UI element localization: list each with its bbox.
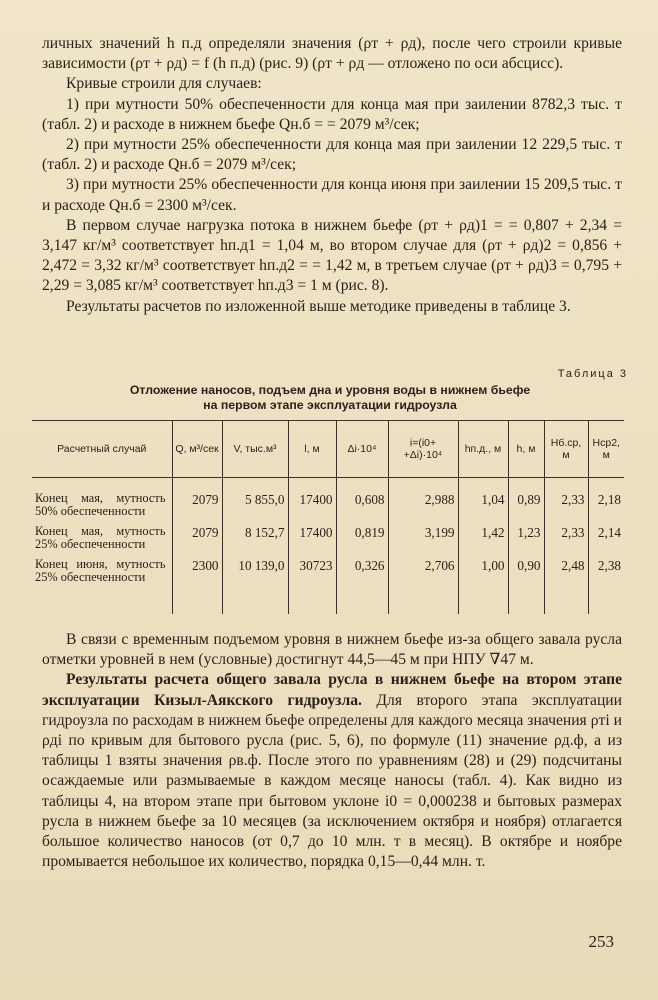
- table-cell: 5 855,0: [222, 490, 288, 523]
- table-header: Hср2, м: [588, 421, 624, 478]
- table-cell: Конец мая, мутность 50% обеспеченности: [35, 491, 166, 519]
- table-cell: 2,18: [588, 490, 624, 523]
- table-cell: 3,199: [388, 523, 458, 556]
- text-bottom: [42, 630, 622, 872]
- paragraph: В связи с временным подъемом уровня в нижнем бьефе из-за общего завала русла отметки уровней в нем (условные) достигнут 44,5—45 м при НПУ ∇47 м.: [42, 631, 622, 669]
- table-header: Расчетный случай: [32, 421, 172, 478]
- table-cell: 0,89: [508, 490, 544, 523]
- text-top: [42, 34, 622, 317]
- table-title-line: Отложение наносов, подъем дна и уровня воды в нижнем бьефе: [129, 383, 531, 397]
- table-row: [32, 556, 624, 614]
- data-table: [32, 420, 624, 614]
- paragraph: личных значений h п.д определяли значения (ρт + ρд), после чего строили кривые зависимости (ρт + ρд) = f (h п.д) (рис. 9) (ρт + ρд — отложено по оси абсцисс).: [42, 35, 622, 73]
- section-body: Для второго этапа эксплуатации гидроузла по расходам в нижнем бьефе определены для каждого месяца значения ρтi и ρдi по кривым для бытового русла (рис. 5, 6), по формуле (11) значение ρд.ф, а из таблицы 1 взяты значения ρв.ф. После этого по уравнениям (28) и (29) подсчитаны осаждаемые или размываемые в каждом месяце наносы (табл. 4). Как видно из таблицы 4, на втором этапе при бытовом уклоне i0 = 0,000238 и бытовых размерах русла в нижнем бьефе за 10 месяцев (за исключением октября и ноября) отлагается большое количество наносов (от 0,7 до 10 млн. т в месяц). В октябре и ноябре промывается небольшое их количество, порядка 0,15—0,44 млн. т.: [42, 691, 622, 871]
- table-cell: 10 139,0: [222, 556, 288, 614]
- table-label: Таблица 3: [557, 368, 628, 380]
- table-cell: 30723: [288, 556, 336, 614]
- table-row: [32, 523, 624, 556]
- table-header: l, м: [288, 421, 336, 478]
- paragraph: 1) при мутности 50% обеспеченности для конца мая при заилении 8782,3 тыс. т (табл. 2) и расходе в нижнем бьефе Qн.б = = 2079 м³/сек;: [42, 95, 622, 133]
- table-cell: 2,14: [588, 523, 624, 556]
- table-cell: 2300: [172, 556, 222, 614]
- table-header: V, тыс.м³: [222, 421, 288, 478]
- table-cell: 2,988: [388, 490, 458, 523]
- table-cell: 2,38: [588, 556, 624, 614]
- table-cell: 2079: [172, 523, 222, 556]
- table-cell: 1,04: [458, 490, 508, 523]
- table-cell: 2,33: [544, 523, 588, 556]
- table-header: hп.д., м: [458, 421, 508, 478]
- table-cell: 0,90: [508, 556, 544, 614]
- table-cell: 0,326: [336, 556, 388, 614]
- paragraph: 3) при мутности 25% обеспеченности для конца июня при заилении 15 209,5 тыс. т и расходе Qн.б = 2300 м³/сек.: [42, 176, 622, 214]
- paragraph: В первом случае нагрузка потока в нижнем бьефе (ρт + ρд)1 = = 0,807 + 2,34 = 3,147 кг/м³ соответствует hп.д1 = 1,04 м, во втором случае для (ρт + ρд)2 = 0,856 + 2,472 = 3,32 кг/м³ соответствует hп.д2 = = 1,42 м, в третьем случае (ρт + ρд)3 = 0,795 + 2,29 = 3,085 кг/м³ соответствует hп.д3 = 1 м (рис. 8).: [42, 216, 622, 295]
- table-header: h, м: [508, 421, 544, 478]
- section-heading: Результаты расчета общего завала русла в нижнем бьефе на втором этапе эксплуатации Кизыл-Аякского гидроузла.: [42, 671, 622, 709]
- section-paragraph: [42, 670, 622, 872]
- paragraph: 2) при мутности 25% обеспеченности для конца мая при заилении 12 229,5 тыс. т (табл. 2) и расходе Qн.б = 2079 м³/сек;: [42, 136, 622, 174]
- table-header: Q, м³/сек: [172, 421, 222, 478]
- table-header: Δi·10⁴: [336, 421, 388, 478]
- table-cell: 2,48: [544, 556, 588, 614]
- table-cell: 2079: [172, 490, 222, 523]
- table-row: [32, 490, 624, 523]
- table-cell: Конец мая, мутность 25% обеспеченности: [35, 523, 166, 552]
- table-header-row: [32, 421, 624, 478]
- table-cell: 1,00: [458, 556, 508, 614]
- table-title: [40, 383, 620, 413]
- paragraph: Кривые строили для случаев:: [66, 75, 262, 93]
- page-number: 253: [588, 932, 614, 951]
- table-title-line: на первом этапе эксплуатации гидроузла: [203, 398, 457, 412]
- table-cell: 1,23: [508, 523, 544, 556]
- paragraph: Результаты расчетов по изложенной выше методике приведены в таблице 3.: [66, 297, 571, 315]
- table-cell: 8 152,7: [222, 523, 288, 556]
- table-cell: 17400: [288, 490, 336, 523]
- table-cell: 0,608: [336, 490, 388, 523]
- table-cell: 2,33: [544, 490, 588, 523]
- table-cell: 1,42: [458, 523, 508, 556]
- table-cell: Конец июня, мутность 25% обеспеченности: [35, 556, 166, 585]
- table-cell: 17400: [288, 523, 336, 556]
- table-cell: 2,706: [388, 556, 458, 614]
- table-header: Hб.ср, м: [544, 421, 588, 478]
- table-cell: 0,819: [336, 523, 388, 556]
- table-header: i=(i0+ +Δi)·10⁴: [388, 421, 458, 478]
